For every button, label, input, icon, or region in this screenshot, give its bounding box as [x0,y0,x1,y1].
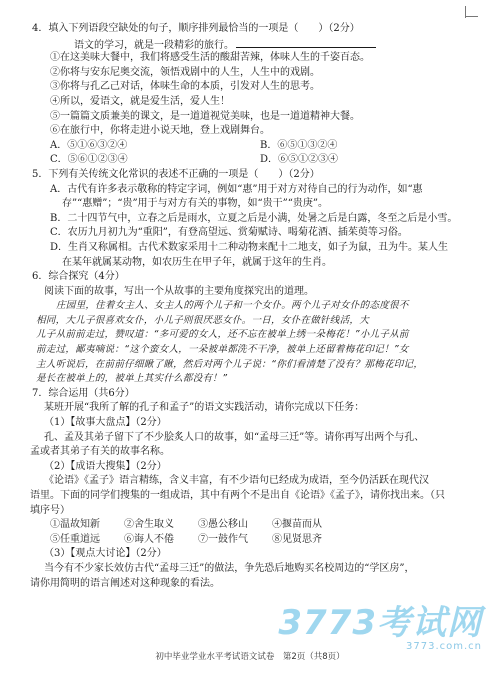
q4-option-a: A．⑤①⑥③②④ [50,139,128,151]
q7-intro: 某班开展“我所了解的孔子和孟子”的语文实践活动，请你完成以下任务： [44,402,365,414]
q5-line-3: B．二十四节气中，立春之后是雨水，立夏之后是小满，处暑之后是白露，冬至之后是小雪。 [50,212,458,224]
q4-sentence-1: ①在这美味大餐中，我们将感受生活的酸甜苦辣，体味人生的千姿百态。 [50,52,370,64]
idiom-5: ⑤任重道远 [50,533,100,545]
q7-idioms-row-2 [30,533,470,548]
q6-story-line-4: 前走过，鄙夷嘀说：“这个蛮女人，一朵被单都洗不干净，被单上还留着梅花印记！”女 [36,344,409,356]
q4-option-c: C．⑤⑥①②③④ [50,154,128,166]
q4-option-b: B．⑥⑤①③②④ [260,139,338,151]
q7-part1-line-1: 孔、孟及其弟子留下了不少脍炙人口的故事，如“孟母三迁”等。请你再写出两个与孔、 [44,431,425,443]
q6-story-line-3: 儿子从前前走过，赞叹道：“多可爱的女人，还不忘在被单上绣一朵梅花！”小儿子从前 [36,329,409,341]
q7-part3-line-1: 当今有不少家长效仿古代“孟母三迁”的做法，争先恐后地购买名校周边的“学区房”， [44,562,415,574]
crop-mark-horizontal [466,16,478,17]
q7-part2-title: （2）【成语大搜集】（2分） [44,460,167,472]
idiom-3: ③愚公移山 [198,519,248,531]
q7-part2-line-1: 《论语》《孟子》语言精练，含义丰富，有不少语句已经成为成语，至今仍活跃在现代汉 [44,475,429,487]
q4-sentence-5: ⑤一篇篇文质兼美的课文，是一道道视觉美味，也是一道道精神大餐。 [50,110,360,122]
q6-story-line-5: 主人听说后，在前前仔细瞅了瞅，然后对两个儿子说：“你们看清楚了没有？那梅花印记， [36,358,424,370]
idiom-1: ①温故知新 [50,519,100,531]
q6-story-line-6: 是长在被单上的，被单上其实什么都没有！” [36,373,228,385]
idiom-2: ②舍生取义 [124,519,174,531]
watermark-brand: 3773考试网 [278,603,482,643]
watermark-domain: 3773.com.cn [406,641,482,652]
q5-stem: 5．下列有关传统文化常识的表述不正确的一项是（ ）（2分） [32,168,320,180]
watermark-logo [278,604,482,655]
q6-instruction: 阅读下面的故事，写出一个从故事的主要角度探究出的道理。 [44,285,314,297]
idiom-7: ⑦一鼓作气 [198,533,248,545]
idiom-8: ⑧见贤思齐 [272,533,322,545]
q4-passage: 语文的学习，就是一段精彩的旅行。 [30,37,470,52]
q5-line-4: C．农历九月初九为“重阳”，有登高望远、赏菊赋诗、喝菊花酒、插茱萸等习俗。 [50,227,408,239]
q4-blank-line [236,37,376,48]
q4-options-row-2 [30,153,470,168]
q7-part1-title: （1）【故事大盘点】（2分） [44,417,167,429]
q4-sentence-3: ③你将与孔乙己对话，体味生命的本质，引发对人生的思考。 [50,81,320,93]
idiom-6: ⑥诲人不倦 [124,533,174,545]
q6-story-line-2: 相同，大儿子很喜欢女仆，小儿子则很厌恶女仆。一日，女仆在做针线活，大 [36,314,369,326]
q7-idioms-row-1 [30,518,470,533]
q5-line-6: 在某年就属某动物，如农历生在甲子年，就属于这年的生肖。 [62,256,332,268]
q6-stem: 6．综合探究（4分） [32,271,125,283]
q5-line-2: 存”“惠赠”；“贵”用于与对方有关的事物，如“贵干”“贵庚”。 [62,198,329,210]
q4-sentence-6: ⑥在旅行中，你将走进小说天地，登上戏剧舞台。 [50,125,270,137]
exam-page-content [30,22,470,591]
q7-part1-line-2: 孟或者其弟子有关的故事名称。 [30,446,170,458]
q7-part3-line-2: 请你用简明的语言阐述对这种现象的看法。 [30,577,220,589]
q6-story-line-1: 庄园里，住着女主人、女主人的两个儿子和一个女仆。两个儿子对女仆的态度很不 [56,300,409,312]
q4-options-row-1 [30,139,470,154]
page-footer: 初中毕业学业水平考试语文试卷 第2页（共8页） [155,652,345,662]
q4-stem: 4．填入下列语段空缺处的句子，顺序排列最恰当的一项是（ ）（2分） [32,23,360,34]
q7-part3-title: （3）【观点大讨论】（2分） [44,548,167,560]
q5-line-5: D．生肖又称属相。古代术数家采用十二种动物来配十二地支，如子为鼠，丑为牛。某人生 [50,241,449,253]
q4-sentence-4: ④所以，爱语文，就是爱生活，爱人生！ [50,95,230,107]
q7-part2-line-2: 语里。下面的同学们搜集的一组成语，其中有两个不是出自《论语》《孟子》，请你找出来。（只 [30,490,445,501]
q4-option-d: D．⑥⑤①②③④ [260,154,339,166]
q4-sentence-2: ②你将与安东尼奥交流，领悟戏剧中的人生，人生中的戏剧。 [50,66,320,78]
q7-stem: 7．综合运用（共6分） [32,387,135,399]
idiom-4: ④揠苗而从 [272,519,322,531]
q7-part2-line-3: 填序号） [30,504,70,516]
q5-line-1: A．古代有许多表示敬称的特定字词，例如“惠”用于对方对待自己的行为动作，如“惠 [50,183,423,195]
